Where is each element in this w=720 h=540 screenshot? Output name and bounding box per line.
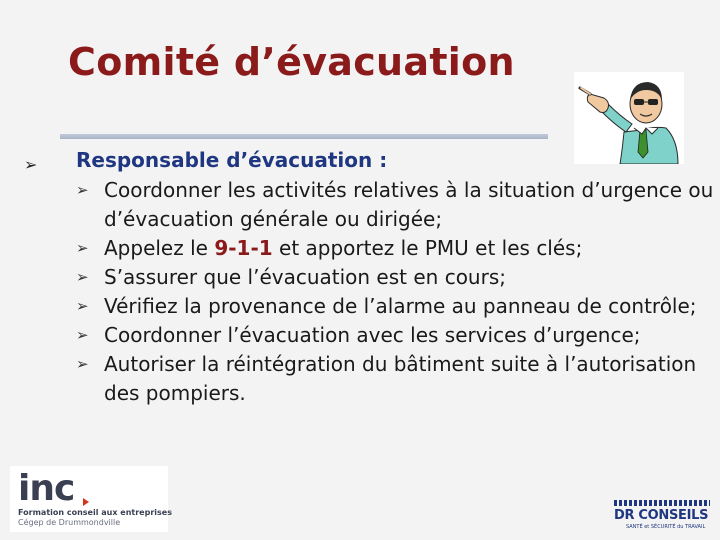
list-item-text-post: et apportez le PMU et les clés; bbox=[272, 236, 583, 260]
arrow-bullet-icon: ➢ bbox=[76, 268, 89, 286]
list-item bbox=[76, 263, 716, 292]
inc-logo-line2: Cégep de Drummondville bbox=[18, 518, 121, 527]
arrow-bullet-icon: ➢ bbox=[76, 181, 89, 199]
arrow-bullet-icon: ➢ bbox=[76, 297, 89, 315]
arrow-bullet-icon: ➢ bbox=[76, 326, 89, 344]
dr-conseils-logo bbox=[612, 500, 714, 532]
list-item bbox=[76, 350, 716, 408]
pointing-man-clipart bbox=[574, 72, 684, 164]
list-item-text: S’assurer que l’évacuation est en cours; bbox=[104, 265, 506, 289]
list-item bbox=[76, 321, 716, 350]
list-item bbox=[76, 234, 716, 263]
slide-title: Comité d’évacuation bbox=[68, 40, 515, 84]
arrow-bullet-icon: ➢ bbox=[24, 155, 38, 174]
dr-logo-tagline: SANTÉ et SÉCURITÉ du TRAVAIL bbox=[626, 524, 706, 530]
inc-logo bbox=[10, 466, 172, 532]
list-item-text: Coordonner l’évacuation avec les services d’urgence; bbox=[104, 323, 641, 347]
list-item-text: Autoriser la réintégration du bâtiment suite à l’autorisation des pompiers. bbox=[104, 352, 697, 405]
emergency-number: 9-1-1 bbox=[214, 236, 273, 260]
list-item bbox=[76, 292, 716, 321]
inc-logo-line1: Formation conseil aux entreprises bbox=[18, 508, 172, 517]
list-item-text-pre: Appelez le bbox=[104, 236, 215, 260]
dr-logo-stripes bbox=[614, 500, 710, 506]
list-item bbox=[76, 176, 716, 234]
dr-logo-name: DR CONSEILS bbox=[614, 508, 709, 523]
responsibility-list bbox=[76, 176, 716, 408]
title-underline bbox=[60, 134, 548, 139]
section-heading: Responsable d’évacuation : bbox=[76, 148, 388, 172]
inc-logo-arrow-icon bbox=[83, 498, 89, 506]
arrow-bullet-icon: ➢ bbox=[76, 355, 89, 373]
list-item-text: Coordonner les activités relatives à la situation d’urgence ou d’évacuation générale ou dirigée; bbox=[104, 178, 714, 231]
list-item-text: Vérifiez la provenance de l’alarme au panneau de contrôle; bbox=[104, 294, 697, 318]
arrow-bullet-icon: ➢ bbox=[76, 239, 89, 257]
inc-logo-mark: inc bbox=[18, 468, 75, 509]
